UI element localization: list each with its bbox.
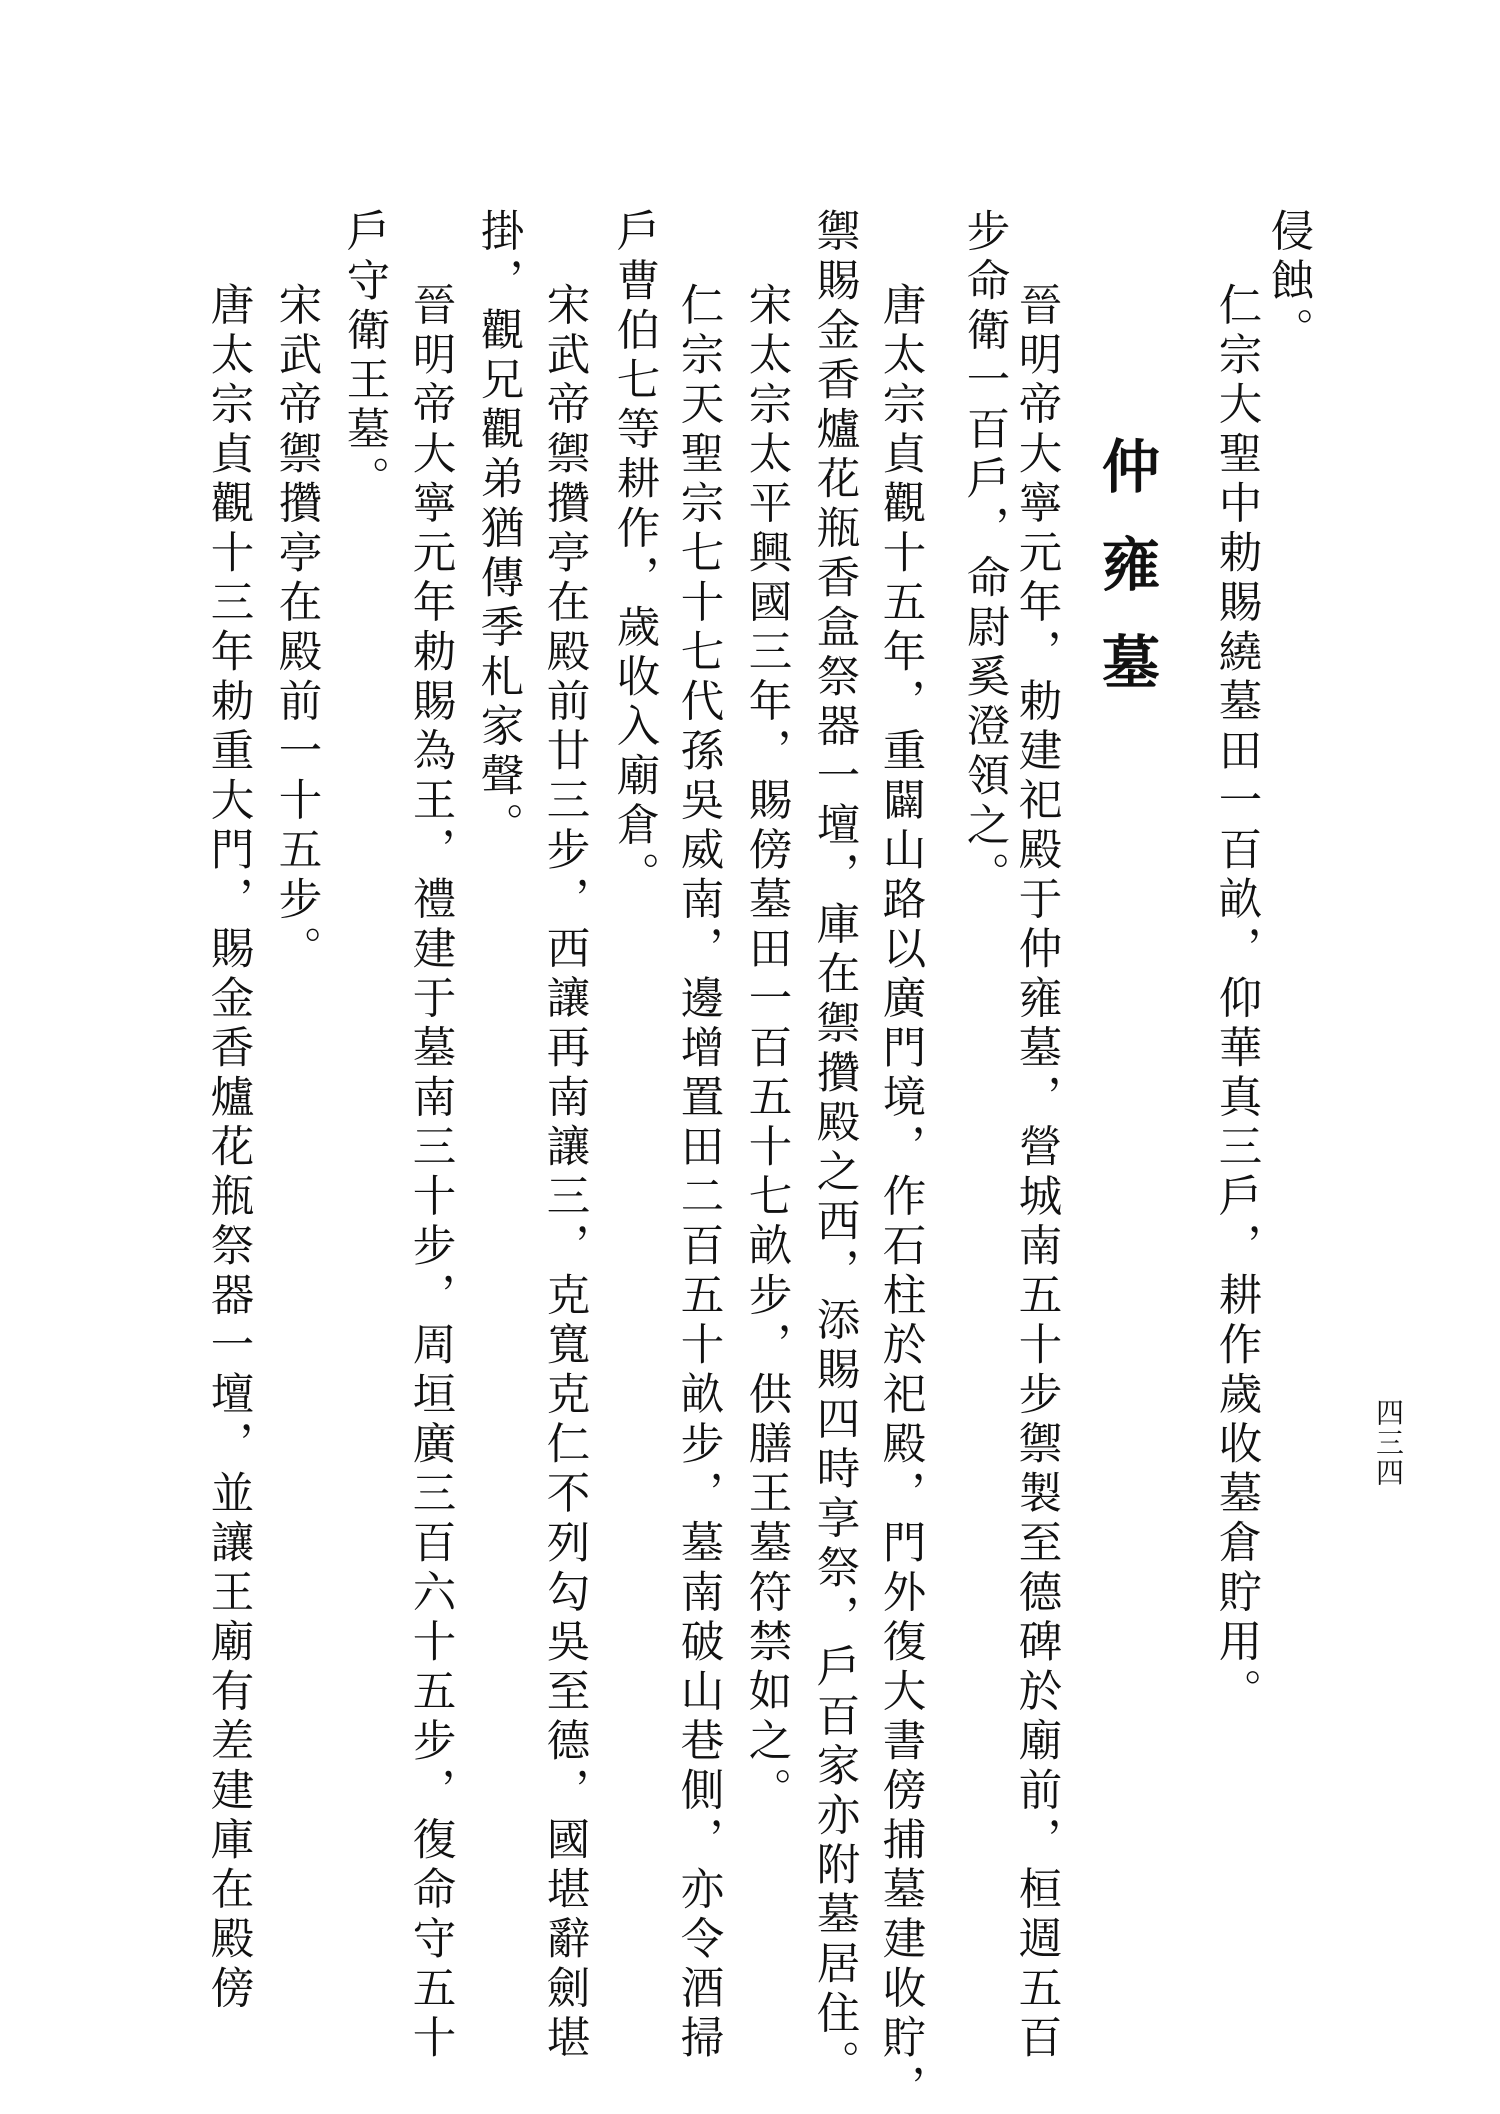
text-column-11: 掛，觀兄觀弟猶傳季札家聲。 [473,208,524,852]
text-column-12: 晉明帝大寧元年勅賜為王，禮建于墓南三十步，周垣廣三百六十五步，復命守五十 [405,282,456,2064]
text-column-1: 侵蝕。 [1263,208,1314,357]
text-column-8: 仁宗天聖宗七十七代孫吳威南，邊增置田二百五十畝步，墓南破山巷側，亦令酒掃 [673,282,724,2064]
text-column-3: 晉明帝大寧元年，勅建祀殿于仲雍墓，營城南五十步禦製至德碑於廟前，桓週五百 [1011,282,1062,2064]
text-column-9: 戶曹伯七等耕作，歲收入廟倉。 [609,208,660,901]
text-column-10: 宋武帝禦攢亭在殿前廿三步，西讓再南讓三，克寬克仁不列勾吳至德，國堪辭劍堪 [539,282,590,2064]
text-column-14: 宋武帝禦攢亭在殿前一十五步。 [271,282,322,975]
text-column-2: 仁宗大聖中勅賜繞墓田一百畝，仰華真三戶，耕作歲收墓倉貯用。 [1211,282,1262,1718]
text-column-13: 戶守衛王墓。 [339,208,390,505]
page-number: 四三四 [1372,1398,1405,1488]
section-heading: 仲雍墓 [1092,436,1160,730]
text-column-4: 步命衛一百戶，命尉奚澄領之。 [959,208,1010,901]
text-column-5: 唐太宗貞觀十五年，重闢山路以廣門境，作石柱於祀殿，門外復大書傍捕墓建收貯， [875,282,926,2114]
text-column-7: 宋太宗太平興國三年，賜傍墓田一百五十七畝步，供膳王墓符禁如之。 [741,282,792,1817]
text-column-15: 唐太宗貞觀十三年勅重大門，賜金香爐花瓶祭器一壇，並讓王廟有差建庫在殿傍 [203,282,254,2015]
text-column-6: 禦賜金香爐花瓶香盒祭器一壇，庫在禦攢殿之西，添賜四時享祭，戶百家亦附墓居住。 [809,208,860,2089]
